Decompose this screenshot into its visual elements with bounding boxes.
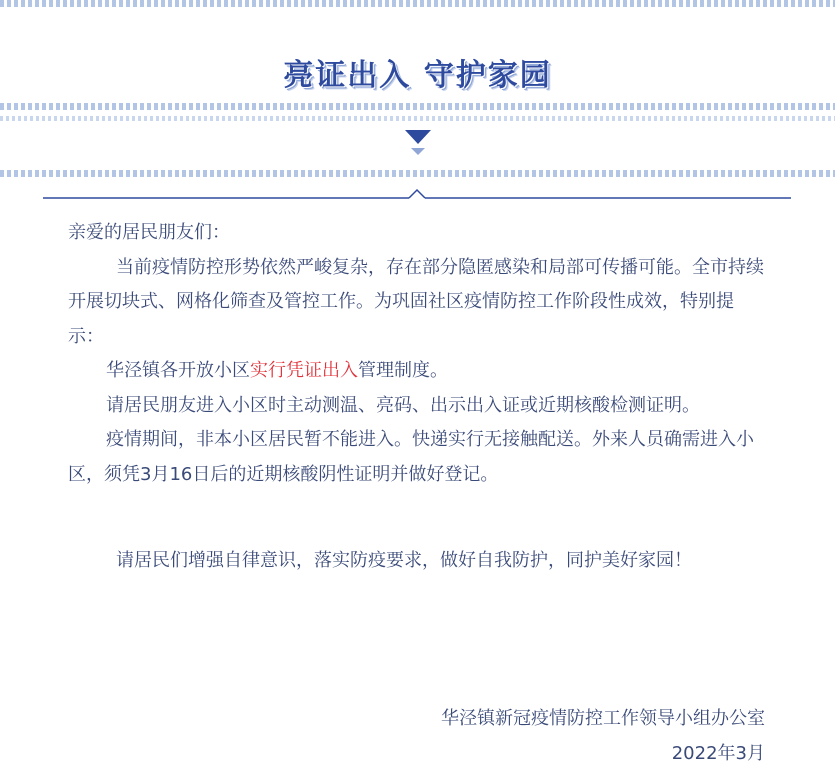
notice-body bbox=[68, 216, 768, 579]
page-title: 亮证出入 守护家园 bbox=[283, 58, 552, 93]
top-dashed-border bbox=[0, 0, 835, 7]
paragraph-policy bbox=[68, 354, 768, 389]
lower-dashed-border bbox=[0, 170, 835, 177]
policy-text-after: 管理制度。 bbox=[358, 360, 448, 381]
signature-date: 2022年3月 bbox=[671, 743, 765, 764]
policy-highlight: 实行凭证出入 bbox=[250, 360, 358, 381]
paragraph-situation: 当前疫情防控形势依然严峻复杂，存在部分隐匿感染和局部可传播可能。全市持续开展切块式、网格化筛查及管控工作。为巩固社区疫情防控工作阶段性成效，特别提示： bbox=[68, 256, 764, 347]
divider-line bbox=[43, 187, 791, 203]
paragraph-visitor-rules: 疫情期间，非本小区居民暂不能进入。快递实行无接触配送。外来人员确需进入小区，须凭3月16日后的近期核酸阴性证明并做好登记。 bbox=[68, 429, 754, 485]
title-dashed-border-thin bbox=[0, 116, 835, 121]
spacer bbox=[68, 492, 768, 544]
down-arrow-icon bbox=[0, 126, 835, 158]
paragraph-appeal: 请居民们增强自律意识，落实防疫要求，做好自我防护，同护美好家园！ bbox=[116, 550, 692, 571]
title-dashed-border bbox=[0, 103, 835, 110]
policy-text-before: 华泾镇各开放小区 bbox=[106, 360, 250, 381]
paragraph-entry-requirements: 请居民朋友进入小区时主动测温、亮码、出示出入证或近期核酸检测证明。 bbox=[106, 394, 700, 416]
greeting: 亲爱的居民朋友们： bbox=[68, 222, 230, 243]
signature-org: 华泾镇新冠疫情防控工作领导小组办公室 bbox=[441, 708, 765, 729]
